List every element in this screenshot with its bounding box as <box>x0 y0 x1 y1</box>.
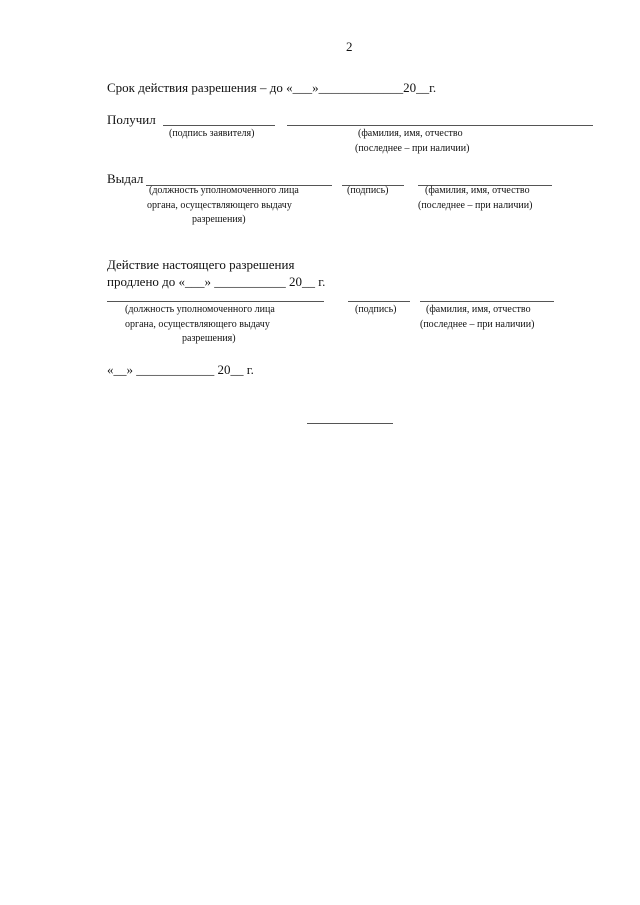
issued-name-caption-1: (фамилия, имя, отчество <box>425 185 530 196</box>
issued-position-caption-3: разрешения) <box>192 214 246 225</box>
received-signature-line <box>163 125 275 126</box>
extension-position-caption-1: (должность уполномоченного лица <box>125 304 275 315</box>
extension-position-caption-3: разрешения) <box>182 333 236 344</box>
extension-name-caption-1: (фамилия, имя, отчество <box>426 304 531 315</box>
validity-line: Срок действия разрешения – до «___»_____________20__г. <box>107 80 437 95</box>
extension-position-caption-2: органа, осуществляющего выдачу <box>125 319 270 330</box>
extension-name-caption-2: (последнее – при наличии) <box>420 319 535 330</box>
extension-heading-2: продлено до «___» ___________ 20__ г. <box>107 274 326 289</box>
extension-heading-1: Действие настоящего разрешения <box>107 257 295 272</box>
extension-position-line <box>107 301 324 302</box>
issued-position-caption-2: органа, осуществляющего выдачу <box>147 200 292 211</box>
extension-name-line <box>420 301 554 302</box>
issued-signature-caption: (подпись) <box>347 185 389 196</box>
extension-signature-line <box>348 301 410 302</box>
issued-name-caption-2: (последнее – при наличии) <box>418 200 533 211</box>
received-name-caption-2: (последнее – при наличии) <box>355 143 470 154</box>
received-name-caption-1: (фамилия, имя, отчество <box>358 128 463 139</box>
page-number: 2 <box>346 39 353 54</box>
received-signature-caption: (подпись заявителя) <box>169 128 255 139</box>
extension-date-line: «__» ____________ 20__ г. <box>107 362 254 377</box>
issued-position-caption-1: (должность уполномоченного лица <box>149 185 299 196</box>
received-name-line <box>287 125 593 126</box>
closing-separator <box>307 423 393 424</box>
issued-label: Выдал <box>107 171 144 186</box>
received-label: Получил <box>107 112 156 127</box>
extension-signature-caption: (подпись) <box>355 304 397 315</box>
